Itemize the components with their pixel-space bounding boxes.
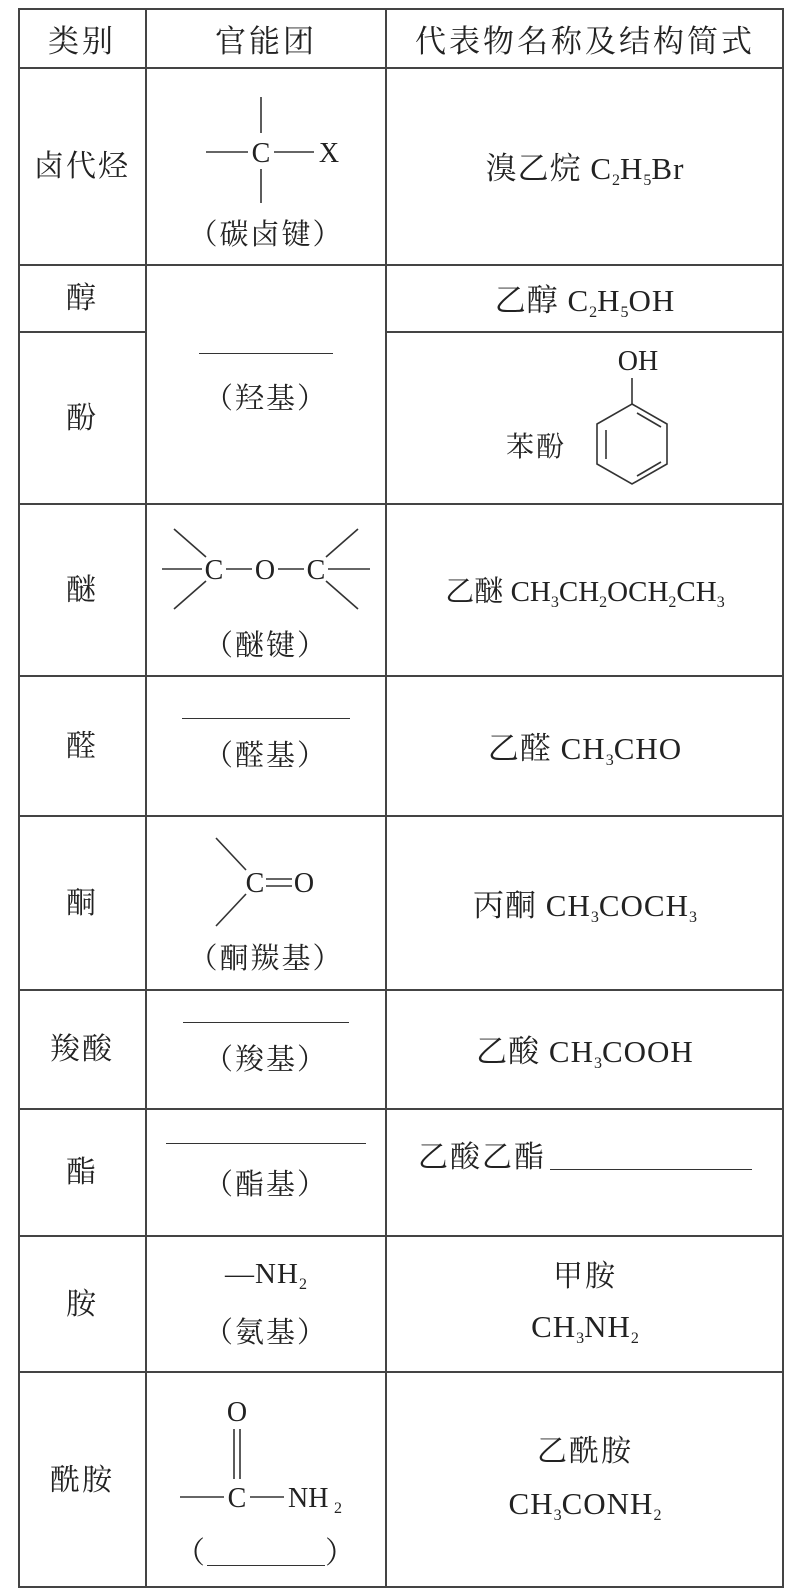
atom-label: NH (288, 1482, 329, 1514)
atom-label: O (254, 554, 276, 586)
functional-group-cell (146, 1109, 386, 1236)
functional-group-cell (146, 676, 386, 816)
functional-group-cell (146, 265, 386, 504)
category-label: 醇 (66, 281, 98, 316)
functional-group-name: （酮羰基） (188, 940, 344, 975)
atom-label: C (306, 554, 326, 586)
category-cell (18, 504, 146, 676)
header-category (18, 8, 146, 68)
formula: $C_2H_5Br$ (590, 151, 685, 189)
functional-group-name: （醛基） (203, 738, 328, 772)
functional-group-name: （酯基） (203, 1166, 328, 1201)
category-cell (18, 1236, 146, 1372)
header-functional-group (146, 8, 386, 68)
representative-cell (386, 1372, 784, 1588)
representative-cell (386, 1109, 784, 1236)
formula: $CH_3CONH_2$ (508, 1486, 662, 1524)
amide-group-structure (166, 1391, 366, 1531)
representative-cell (386, 68, 784, 265)
header-functional-group-text: 官能团 (215, 23, 317, 60)
atom-label: C (251, 137, 271, 169)
functional-group-name: （碳卤键） (188, 216, 344, 251)
atom-label: O (226, 1396, 248, 1428)
functional-group-formula: $—NH_2$ (225, 1257, 307, 1293)
representative-cell (386, 332, 784, 504)
category-label: 醛 (66, 728, 98, 764)
category-cell (18, 816, 146, 990)
answer-blank (207, 1565, 325, 1566)
category-label: 胺 (66, 1286, 98, 1322)
header-representative (386, 8, 784, 68)
representative-cell (386, 816, 784, 990)
functional-group-name: （羟基） (203, 380, 328, 415)
atom-label: C (204, 554, 224, 586)
category-label: 卤代烃 (34, 149, 130, 184)
representative-cell (386, 504, 784, 676)
formula: $CH_3COCH_3$ (545, 887, 697, 926)
category-label: 酚 (66, 400, 98, 436)
functional-group-cell (146, 990, 386, 1109)
category-label: 醚 (66, 572, 98, 608)
representative-cell (386, 676, 784, 816)
answer-blank (199, 353, 333, 354)
representative-cell (386, 265, 784, 332)
paren-open: （ (175, 1535, 207, 1571)
functional-group-cell (146, 1236, 386, 1372)
formula: $CH_3NH_2$ (531, 1309, 639, 1347)
paren-close: ） (325, 1535, 357, 1571)
header-category-text: 类别 (48, 23, 116, 60)
compound-name: 乙酸乙酯 (418, 1140, 546, 1175)
carbon-halogen-bond-structure (166, 81, 366, 206)
category-label: 酯 (66, 1155, 98, 1190)
category-cell (18, 68, 146, 265)
compound-name: 乙醛 (487, 730, 552, 767)
functional-group-name: （氨基） (203, 1314, 328, 1349)
atom-label: O (293, 867, 315, 899)
category-cell (18, 1372, 146, 1588)
functional-group-table (18, 8, 784, 1588)
functional-group-name: （醚键） (203, 627, 328, 662)
compound-name: 溴乙烷 (485, 151, 582, 187)
compound-name: 丙酮 (473, 887, 538, 924)
functional-group-cell (146, 68, 386, 265)
compound-name: 苯酚 (506, 430, 567, 463)
answer-blank (550, 1169, 752, 1170)
compound-name: 乙酸 (476, 1034, 541, 1070)
category-cell (18, 332, 146, 504)
representative-cell (386, 1236, 784, 1372)
category-label: 羧酸 (50, 1032, 114, 1067)
category-cell (18, 676, 146, 816)
category-label: 酰胺 (50, 1462, 114, 1498)
functional-group-cell (146, 1372, 386, 1588)
hydroxyl-label: OH (617, 346, 659, 377)
functional-group-cell (146, 504, 386, 676)
answer-blank (182, 718, 350, 719)
category-label: 酮 (66, 885, 98, 921)
ether-bond-structure (156, 517, 376, 617)
answer-blank (166, 1143, 366, 1144)
header-representative-text: 代表物名称及结构简式 (415, 23, 755, 60)
representative-cell (386, 990, 784, 1109)
functional-group-name: （羧基） (203, 1041, 328, 1076)
ketone-carbonyl-structure (196, 830, 336, 930)
functional-group-name-blank (175, 1537, 357, 1570)
benzene-ring-structure (582, 340, 692, 500)
functional-group-cell (146, 816, 386, 990)
atom-label: C (227, 1482, 247, 1514)
formula: $CH_3CHO$ (560, 730, 683, 769)
formula: $CH_3COOH$ (548, 1034, 694, 1072)
compound-name: 乙酰胺 (537, 1434, 633, 1469)
category-cell (18, 265, 146, 332)
compound-name: 甲胺 (553, 1259, 617, 1294)
category-cell (18, 990, 146, 1109)
atom-label: C (245, 867, 265, 899)
compound-name: 乙醚 (445, 573, 504, 608)
answer-blank (183, 1022, 349, 1023)
category-cell (18, 1109, 146, 1236)
compound-name: 乙醇 (494, 283, 559, 319)
formula: $C_2H_5OH$ (567, 283, 676, 321)
atom-label: 2 (334, 1499, 342, 1517)
atom-label: X (318, 137, 340, 169)
formula: $CH_3CH_2OCH_2CH_3$ (510, 575, 725, 611)
